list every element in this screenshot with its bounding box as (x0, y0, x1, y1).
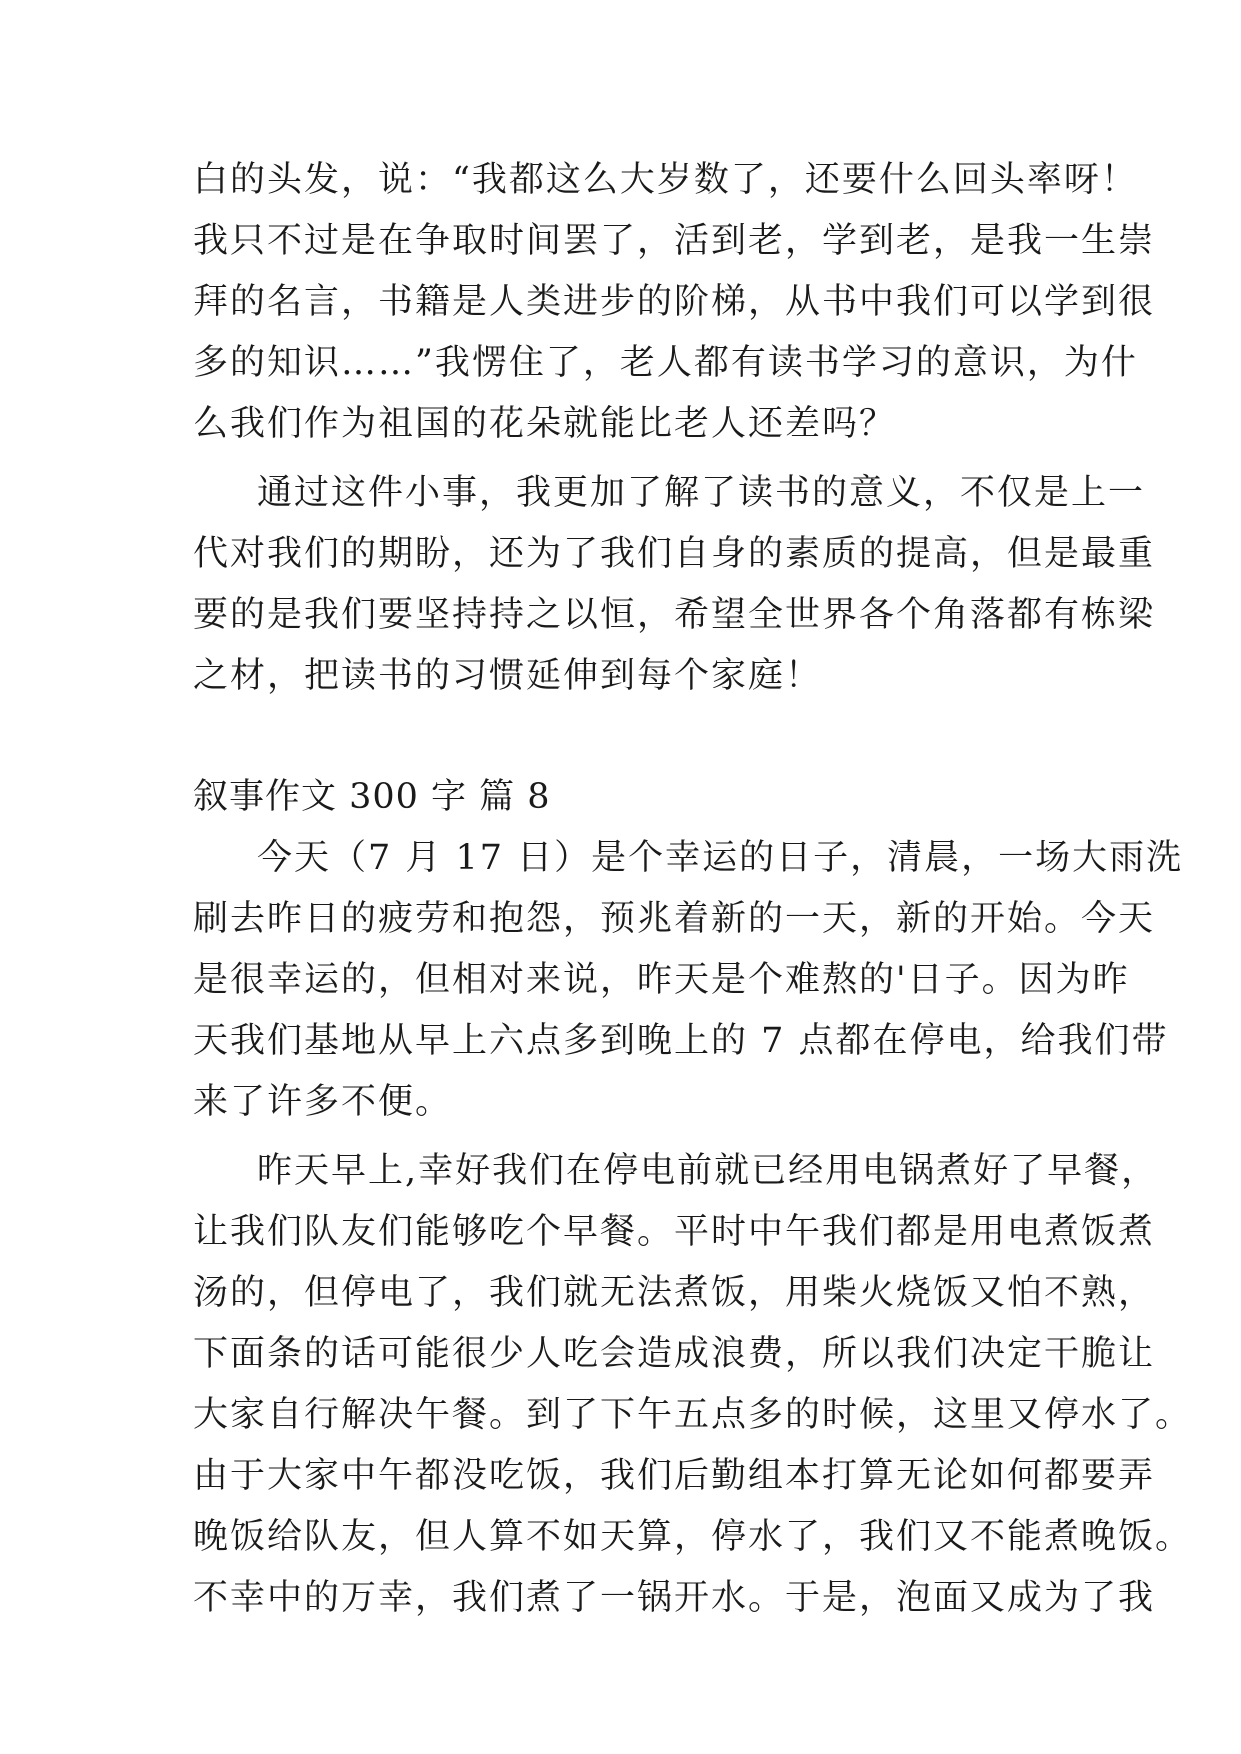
document-page (193, 150, 1193, 1629)
text-line: 今天（7 月 17 日）是个幸运的日子，清晨，一场大雨洗 (257, 838, 1184, 878)
text-line: 昨天早上,幸好我们在停电前就已经用电锅煮好了早餐， (257, 1151, 1159, 1191)
text-line: 大家自行解决午餐。到了下午五点多的时候，这里又停水了。 (193, 1395, 1193, 1435)
text-line: 汤的，但停电了，我们就无法煮饭，用柴火烧饭又怕不熟， (193, 1273, 1156, 1313)
section-heading: 叙事作文 300 字 篇 8 (193, 777, 551, 817)
text-line: 通过这件小事，我更加了解了读书的意义，不仅是上一 (257, 473, 1146, 513)
text-line: 多的知识……”我愣住了，老人都有读书学习的意识，为什 (193, 343, 1138, 383)
text-line: 下面条的话可能很少人吃会造成浪费，所以我们决定干脆让 (193, 1334, 1156, 1374)
paragraph-2 (193, 463, 1156, 707)
text-line: 代对我们的期盼，还为了我们自身的素质的提高，但是最重 (193, 534, 1156, 574)
text-line: 由于大家中午都没吃饭，我们后勤组本打算无论如何都要弄 (193, 1456, 1156, 1496)
text-line: 来了许多不便。 (193, 1082, 453, 1122)
text-line: 天我们基地从早上六点多到晚上的 7 点都在停电，给我们带 (193, 1021, 1169, 1061)
text-line: 是很幸运的，但相对来说，昨天是个难熬的'日子。因为昨 (193, 960, 1130, 1000)
paragraph-3 (193, 828, 1184, 1133)
text-line: 么我们作为祖国的花朵就能比老人还差吗？ (193, 404, 897, 444)
text-line: 白的头发，说：“我都这么大岁数了，还要什么回头率呀！ (193, 160, 1138, 200)
text-line: 刷去昨日的疲劳和抱怨，预兆着新的一天，新的开始。今天 (193, 899, 1156, 939)
text-line: 我只不过是在争取时间罢了，活到老，学到老，是我一生崇 (193, 221, 1156, 261)
text-line: 晚饭给队友，但人算不如天算，停水了，我们又不能煮晚饭。 (193, 1517, 1193, 1557)
text-line: 拜的名言，书籍是人类进步的阶梯，从书中我们可以学到很 (193, 282, 1156, 322)
text-line: 不幸中的万幸，我们煮了一锅开水。于是，泡面又成为了我 (193, 1578, 1156, 1618)
text-line: 要的是我们要坚持持之以恒，希望全世界各个角落都有栋梁 (193, 595, 1156, 635)
paragraph-4 (193, 1141, 1193, 1629)
text-line: 之材，把读书的习惯延伸到每个家庭！ (193, 656, 823, 696)
paragraph-1 (193, 150, 1156, 455)
text-line: 让我们队友们能够吃个早餐。平时中午我们都是用电煮饭煮 (193, 1212, 1156, 1252)
